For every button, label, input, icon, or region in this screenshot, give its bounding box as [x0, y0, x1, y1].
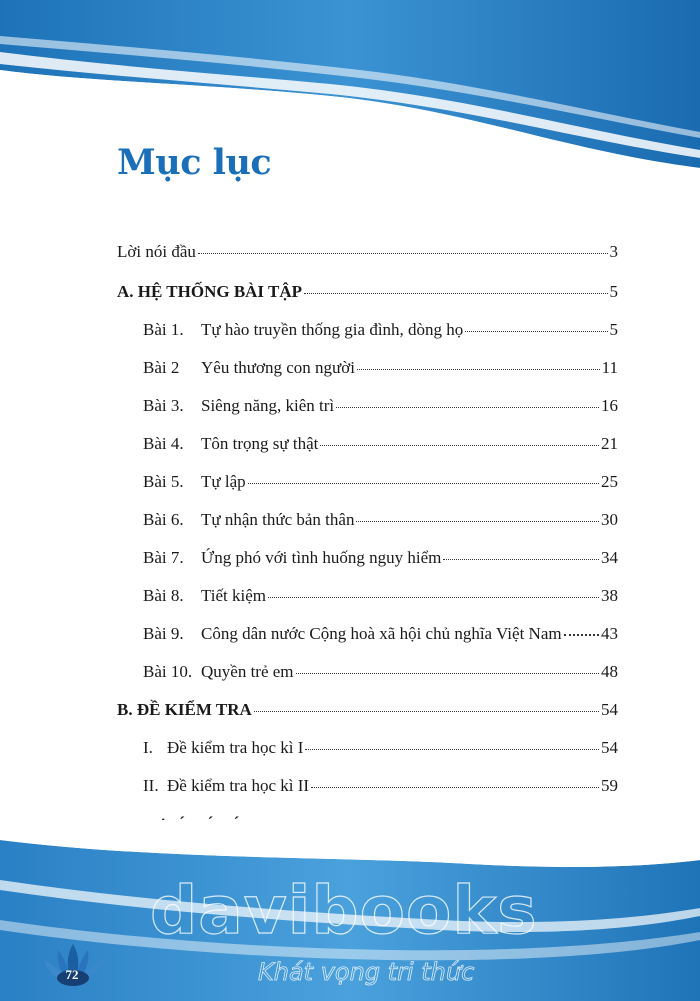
- page-title: Mục lục: [117, 142, 272, 183]
- toc-lesson-6[interactable]: Bài 6. Tự nhận thức bản thân 30: [143, 510, 618, 529]
- dot-leader: [356, 521, 599, 522]
- dot-leader: [198, 253, 608, 254]
- toc-lesson-4[interactable]: Bài 4. Tôn trọng sự thật 21: [143, 434, 618, 453]
- dot-leader: [304, 293, 608, 294]
- toc-exam-2[interactable]: II. Đề kiểm tra học kì II 59: [143, 776, 618, 795]
- toc-lesson-1[interactable]: Bài 1. Tự hào truyền thống gia đình, dòng họ 5: [143, 320, 618, 339]
- publisher-watermark: davibooks: [150, 872, 538, 949]
- dot-leader: [268, 597, 599, 598]
- top-wave-decoration: [0, 0, 700, 170]
- toc-section-a[interactable]: A. HỆ THỐNG BÀI TẬP 5: [117, 282, 618, 301]
- dot-leader: [357, 369, 600, 370]
- dot-leader: [254, 711, 599, 712]
- toc-lesson-10[interactable]: Bài 10. Quyền trẻ em 48: [143, 662, 618, 681]
- toc-entry-intro[interactable]: Lời nói đầu 3: [117, 242, 618, 261]
- dot-leader: [564, 634, 599, 636]
- toc-lesson-7[interactable]: Bài 7. Ứng phó với tình huống nguy hiểm 34: [143, 548, 618, 567]
- toc-lesson-9[interactable]: Bài 9. Công dân nước Cộng hoà xã hội chủ nghĩa Việt Nam 43: [143, 624, 618, 643]
- dot-leader: [248, 483, 599, 484]
- dot-leader: [296, 673, 599, 674]
- dot-leader: [465, 331, 607, 332]
- toc-lesson-3[interactable]: Bài 3. Siêng năng, kiên trì 16: [143, 396, 618, 415]
- dot-leader: [305, 749, 599, 750]
- toc-lesson-5[interactable]: Bài 5. Tự lập 25: [143, 472, 618, 491]
- dot-leader: [320, 445, 599, 446]
- toc-lesson-8[interactable]: Bài 8. Tiết kiệm 38: [143, 586, 618, 605]
- page-number: 72: [65, 967, 79, 982]
- toc-section-b[interactable]: B. ĐỀ KIỂM TRA 54: [117, 700, 618, 719]
- publisher-slogan: Khát vọng tri thức: [258, 958, 475, 986]
- toc-exam-1[interactable]: I. Đề kiểm tra học kì I 54: [143, 738, 618, 757]
- dot-leader: [311, 787, 599, 788]
- dot-leader: [443, 559, 599, 560]
- dot-leader: [336, 407, 599, 408]
- toc-lesson-2[interactable]: Bài 2 Yêu thương con người 11: [143, 358, 618, 377]
